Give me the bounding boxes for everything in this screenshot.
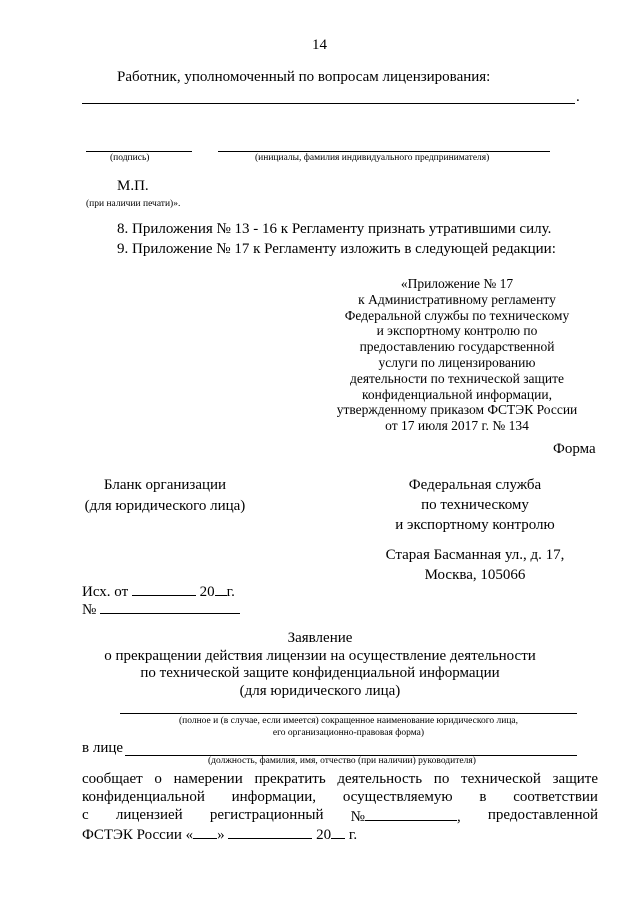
registration-number-blank [365,807,457,821]
appendix-line: услуги по лицензированию [378,354,536,370]
body-line-3 [82,807,598,826]
body-word: лицензией [115,807,183,823]
month-blank [228,825,312,839]
year-suffix: г. [348,827,358,843]
address-line: Старая Басманная ул., д. 17, [385,547,565,563]
appendix-block [330,276,584,434]
year-blank [331,825,345,839]
letterhead-line: Бланк организации [103,477,227,493]
initials-caption: (инициалы, фамилия индивидуального предпринимателя) [255,153,490,163]
body-word: соответствии [513,789,598,805]
body-word: с [82,807,89,823]
appendix-line: от 17 июля 2017 г. № 134 [385,418,529,434]
form-label: Форма [553,441,596,457]
body-word: № [350,809,365,825]
address-line: Москва, 105066 [424,567,526,583]
appendix-line: к Административному регламенту [358,291,556,307]
outgoing-year-prefix: 20 [199,584,215,600]
outgoing-number-prefix: № [82,602,97,618]
outgoing-ref-prefix: Исх. от [82,584,129,600]
worker-heading: Работник, уполномоченный по вопросам лицензирования: [117,69,491,85]
worker-line-end: . [576,89,580,105]
worker-line [82,103,575,104]
outgoing-number-blank [100,600,240,614]
appendix-line: и экспортному контролю по [376,323,538,339]
stamp-note: (при наличии печати)». [86,199,181,209]
letterhead [60,475,270,517]
body-word: информации, [231,789,317,805]
body-word: конфиденциальной [82,789,205,805]
initials-line [218,151,550,152]
body-word: осуществляемую [342,789,453,805]
org-caption [100,715,597,739]
page-number: 14 [312,37,327,53]
body-word: в [479,789,487,805]
appendix-line: конфиденциальной информации, [362,386,552,402]
year-prefix: 20 [316,827,332,843]
statement-subtitle-line: по технической защите конфиденциальной информации [140,665,500,681]
body-line-2 [82,789,598,806]
org-caption-line: его организационно-правовая форма) [272,728,425,738]
addressee [365,475,585,585]
signature-line [86,151,192,152]
day-blank [193,825,217,839]
item-9: 9. Приложение № 17 к Регламенту изложить в следующей редакции: [117,241,556,257]
outgoing-ref [82,582,235,601]
stamp-label: М.П. [117,178,149,194]
statement [60,630,580,700]
in-person-label: в лице [82,740,124,756]
appendix-line: деятельности по технической защите [349,370,565,386]
appendix-line: «Приложение № 17 [400,276,514,291]
addressee-line: и экспортному контролю [395,517,555,533]
body-word: предоставленной [487,807,598,823]
appendix-line: предоставлению государственной [359,339,555,355]
body-word: регистрационный [209,807,324,823]
letterhead-line: (для юридического лица) [84,498,246,514]
outgoing-date-blank [132,582,196,596]
body-line-4 [82,825,357,844]
outgoing-year-blank [215,582,227,596]
appendix-line: Федеральной службы по техническому [344,307,570,323]
registration-number: № , [350,809,461,825]
signature-caption: (подпись) [110,153,150,163]
statement-subtitle-line: (для юридического лица) [239,682,401,699]
quote-close: » [217,827,225,843]
head-caption: (должность, фамилия, имя, отчество (при наличии) руководителя) [208,756,476,766]
org-name-line [120,713,577,714]
outgoing-number [82,600,240,619]
statement-title: Заявление [287,630,353,646]
outgoing-year-suffix: г. [226,584,235,600]
org-caption-line: (полное и (в случае, если имеется) сокращенное наименование юридического лица, [178,716,519,726]
addressee-line: Федеральная служба [408,477,542,493]
issuer-prefix: ФСТЭК России « [82,827,194,843]
item-8: 8. Приложения № 13 - 16 к Регламенту признать утратившими силу. [117,221,552,237]
body-line-1: сообщает о намерении прекратить деятельность по технической защите [82,771,598,787]
statement-subtitle-line: о прекращении действия лицензии на осуществление деятельности [104,647,536,664]
appendix-line: утвержденному приказом ФСТЭК России [336,402,578,418]
addressee-line: по техническому [421,497,529,513]
